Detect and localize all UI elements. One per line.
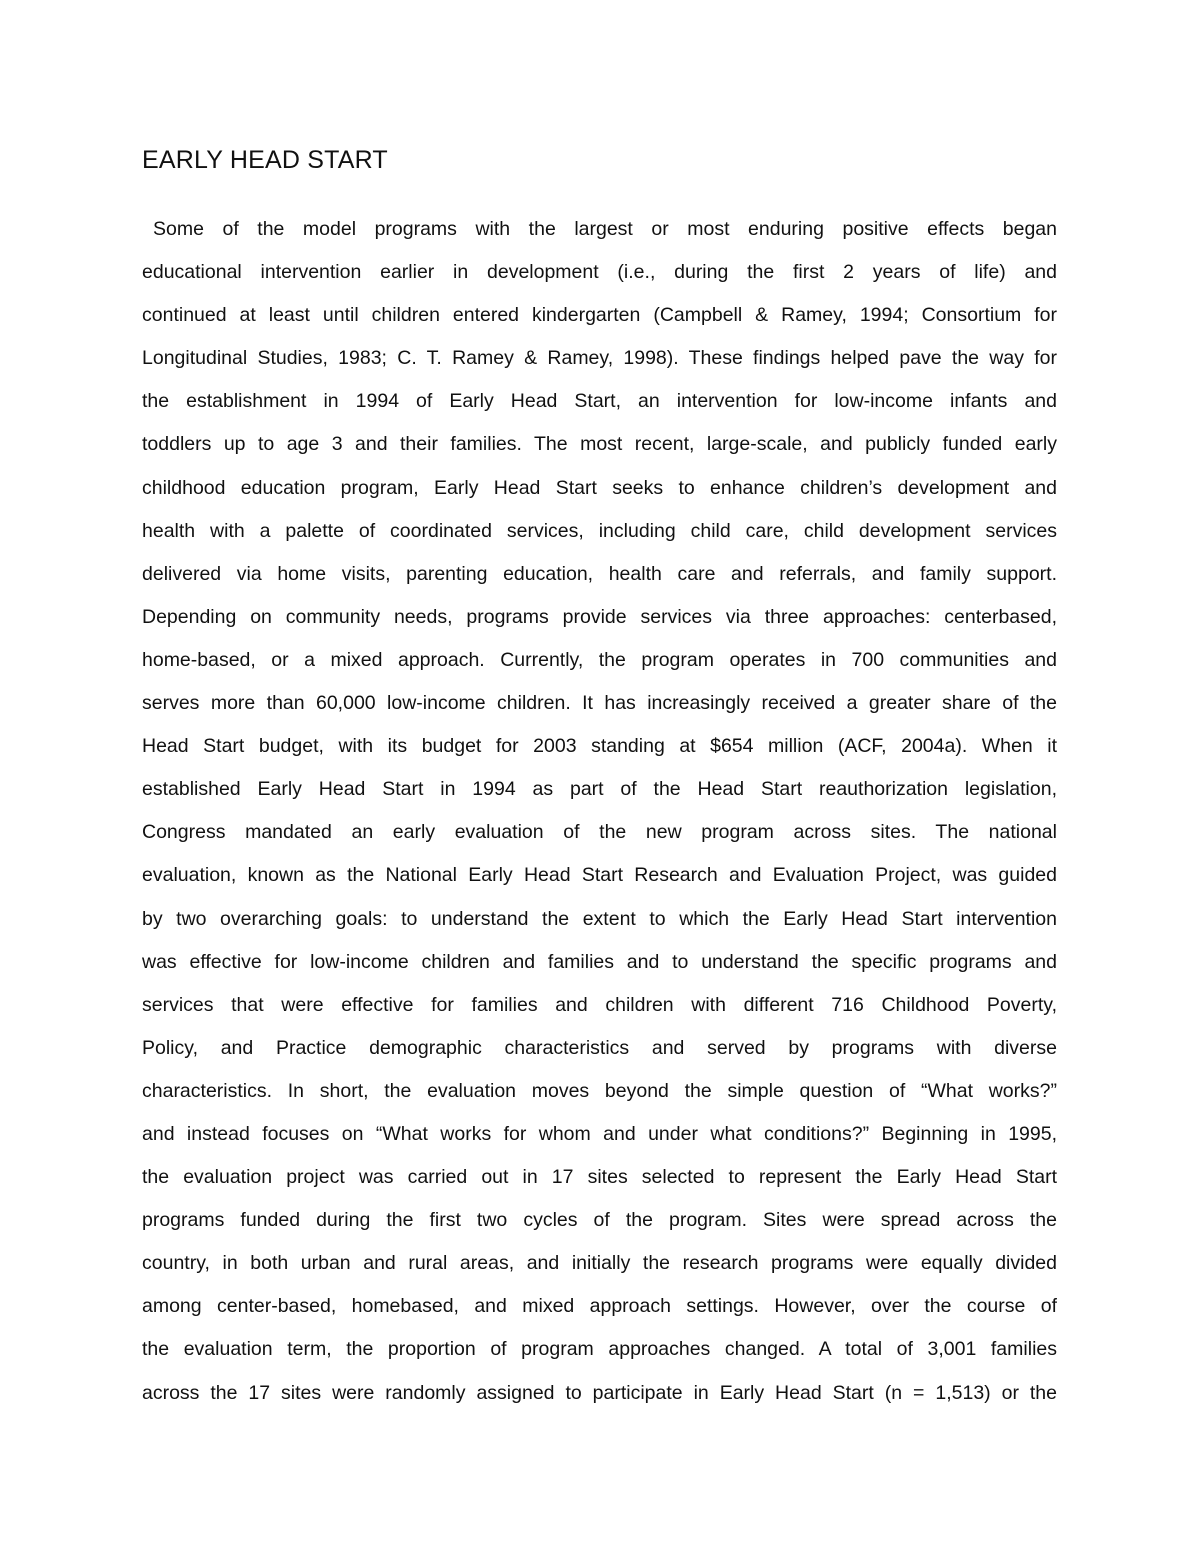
body-line: by two overarching goals: to understand the extent to which the Early Head Start intervention xyxy=(142,907,1057,930)
body-line: delivered via home visits, parenting education, health care and referrals, and family support. xyxy=(142,562,1057,585)
body-line: was effective for low-income children and families and to understand the specific programs and xyxy=(142,950,1057,973)
body-line: country, in both urban and rural areas, and initially the research programs were equally divided xyxy=(142,1252,1057,1275)
body-line: established Early Head Start in 1994 as part of the Head Start reauthorization legislation, xyxy=(142,778,1057,801)
body-line: Some of the model programs with the largest or most enduring positive effects began xyxy=(153,218,1057,240)
body-line: serves more than 60,000 low-income children. It has increasingly received a greater share of the xyxy=(142,692,1057,715)
body-line: and instead focuses on “What works for whom and under what conditions?” Beginning in 1995, xyxy=(142,1122,1057,1145)
body-line: continued at least until children entered kindergarten (Campbell & Ramey, 1994; Consortium for xyxy=(142,304,1057,327)
body-line: Head Start budget, with its budget for 2003 standing at $654 million (ACF, 2004a). When it xyxy=(142,735,1057,758)
body-line: home-based, or a mixed approach. Currently, the program operates in 700 communities and xyxy=(142,648,1057,671)
body-line: evaluation, known as the National Early Head Start Research and Evaluation Project, was guided xyxy=(142,864,1057,887)
document-body xyxy=(142,208,1057,1415)
body-line: the evaluation project was carried out in 17 sites selected to represent the Early Head Start xyxy=(142,1166,1057,1189)
body-line: Congress mandated an early evaluation of the new program across sites. The national xyxy=(142,821,1057,844)
document-title: EARLY HEAD START xyxy=(142,146,388,174)
body-line: across the 17 sites were randomly assigned to participate in Early Head Start (n = 1,513) or the xyxy=(142,1381,1057,1404)
body-line: Longitudinal Studies, 1983; C. T. Ramey & Ramey, 1998). These findings helped pave the way for xyxy=(142,347,1057,370)
body-line: among center-based, homebased, and mixed approach settings. However, over the course of xyxy=(142,1295,1057,1318)
body-line: the establishment in 1994 of Early Head Start, an intervention for low-income infants and xyxy=(142,390,1057,413)
body-line: health with a palette of coordinated services, including child care, child development services xyxy=(142,519,1057,542)
body-line: characteristics. In short, the evaluation moves beyond the simple question of “What works?” xyxy=(142,1079,1057,1102)
body-line: services that were effective for families and children with different 716 Childhood Poverty, xyxy=(142,993,1057,1016)
body-line: programs funded during the first two cycles of the program. Sites were spread across the xyxy=(142,1209,1057,1232)
body-line: childhood education program, Early Head Start seeks to enhance children’s development and xyxy=(142,476,1057,499)
body-line: toddlers up to age 3 and their families. The most recent, large-scale, and publicly funded early xyxy=(142,433,1057,456)
body-line: the evaluation term, the proportion of program approaches changed. A total of 3,001 families xyxy=(142,1338,1057,1361)
body-line: educational intervention earlier in development (i.e., during the first 2 years of life) and xyxy=(142,261,1057,284)
body-line: Policy, and Practice demographic characteristics and served by programs with diverse xyxy=(142,1036,1057,1059)
body-line: Depending on community needs, programs provide services via three approaches: centerbased, xyxy=(142,605,1057,628)
